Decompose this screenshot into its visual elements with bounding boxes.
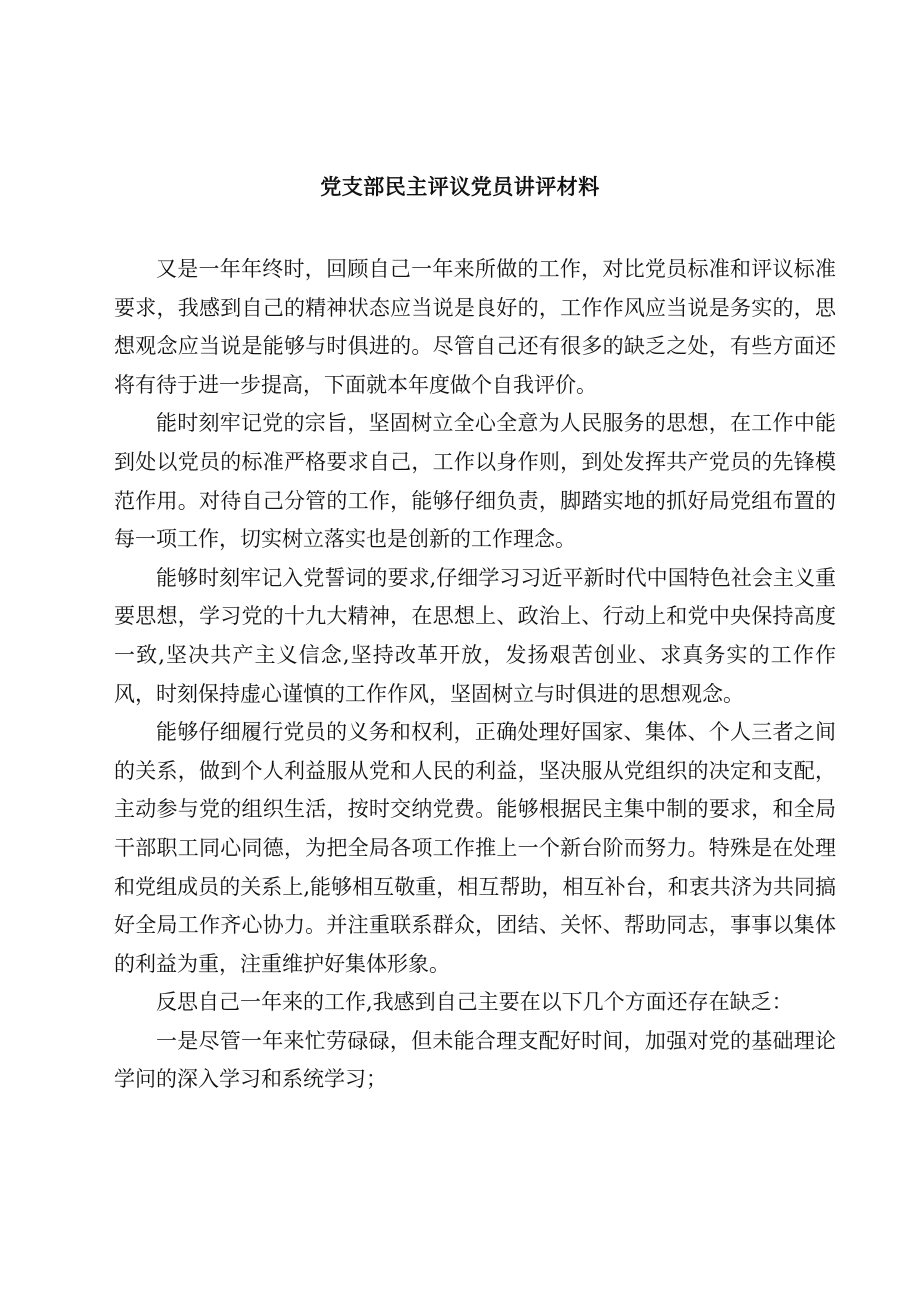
- document-title: 党支部民主评议党员讲评材料: [320, 174, 600, 200]
- paragraph-point-one: 一是尽管一年来忙劳碌碌，但未能合理支配好时间，加强对党的基础理论学问的深入学习和系统学习；: [114, 1028, 836, 1092]
- paragraph-purpose: 能时刻牢记党的宗旨，坚固树立全心全意为人民服务的思想，在工作中能到处以党员的标准严格要求自己，工作以身作则，到处发挥共产党员的先锋模范作用。对待自己分管的工作，能够仔细负责，脚踏实地的抓好局党组布置的每一项工作，切实树立落实也是创新的工作理念。: [114, 411, 836, 552]
- paragraph-reflection: 反思自己一年来的工作,我感到自己主要在以下几个方面还存在缺乏：: [156, 990, 793, 1015]
- paragraph-duties: 能够仔细履行党员的义务和权利，正确处理好国家、集体、个人三者之间的关系，做到个人利益服从党和人民的利益，坚决服从党组织的决定和支配，主动参与党的组织生活，按时交纳党费。能够根据民主集中制的要求，和全局干部职工同心同德，为把全局各项工作推上一个新台阶而努力。特殊是在处理和党组成员的关系上,能够相互敬重，相互帮助，相互补台，和衷共济为共同搞好全局工作齐心协力。并注重联系群众，团结、关怀、帮助同志，事事以集体的利益为重，注重维护好集体形象。: [114, 720, 836, 976]
- paragraph-oath: 能够时刻牢记入党誓词的要求,仔细学习习近平新时代中国特色社会主义重要思想，学习党的十九大精神，在思想上、政治上、行动上和党中央保持高度一致,坚决共产主义信念,坚持改革开放，发扬艰苦创业、求真务实的工作作风，时刻保持虚心谨慎的工作作风，坚固树立与时俱进的思想观念。: [114, 565, 836, 706]
- document-body: [114, 250, 836, 1099]
- paragraph-intro: 又是一年年终时，回顾自己一年来所做的工作，对比党员标准和评议标准要求，我感到自己的精神状态应当说是良好的，工作作风应当说是务实的，思想观念应当说是能够与时俱进的。尽管自己还有很多的缺乏之处，有些方面还将有待于进一步提高，下面就本年度做个自我评价。: [114, 257, 836, 397]
